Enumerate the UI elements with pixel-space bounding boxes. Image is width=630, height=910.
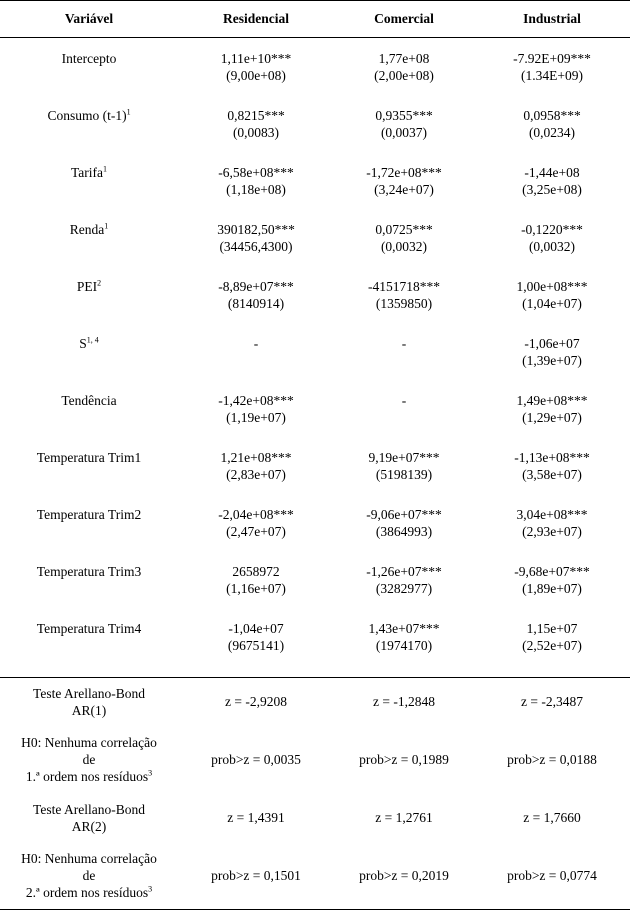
coefficient-value: -1,04e+07 <box>228 621 284 636</box>
row-label <box>0 164 178 221</box>
variable-name: Temperatura Trim1 <box>36 450 142 465</box>
coefficient-value: 1,11e+10*** <box>220 51 292 66</box>
coefficient-value: 9,19e+07*** <box>368 450 440 465</box>
coefficient-cell <box>474 449 630 506</box>
variable-name: Temperatura Trim3 <box>36 564 142 579</box>
coefficient-cell <box>178 221 334 278</box>
coefficient-value: -2,04e+08*** <box>218 507 294 522</box>
variable-name: Tarifa <box>70 165 104 180</box>
standard-error: (2,83e+07) <box>226 467 286 482</box>
table-row <box>0 164 630 221</box>
test-label-text: AR(2) <box>71 818 107 834</box>
test-row <box>0 726 630 794</box>
coefficient-cell <box>178 620 334 678</box>
standard-error: (8140914) <box>227 296 285 311</box>
standard-error: (3,58e+07) <box>522 467 582 482</box>
row-label <box>0 506 178 563</box>
coefficient-value: 2658972 <box>232 564 280 579</box>
coefficient-cell <box>334 38 474 108</box>
table-row <box>0 620 630 678</box>
test-label-text: H0: Nenhuma correlação <box>21 850 157 866</box>
footnote-marker: 3 <box>148 768 153 778</box>
coefficient-cell <box>334 107 474 164</box>
coefficient-cell <box>334 335 474 392</box>
standard-error: (0,0032) <box>528 239 576 254</box>
coefficient-value: -9,06e+07*** <box>366 507 442 522</box>
row-label <box>0 620 178 678</box>
coefficient-cell <box>178 335 334 392</box>
standard-error: (3864993) <box>375 524 433 539</box>
coefficient-cell <box>474 278 630 335</box>
table-row <box>0 392 630 449</box>
coefficient-value: -6,58e+08*** <box>218 165 294 180</box>
footnote-marker: 3 <box>148 884 153 894</box>
coefficient-cell <box>334 278 474 335</box>
test-row <box>0 678 630 726</box>
test-label <box>0 726 178 794</box>
test-label-text: de <box>82 867 96 883</box>
table-row <box>0 278 630 335</box>
test-value: z = -1,2848 <box>334 678 474 726</box>
coefficient-cell <box>178 38 334 108</box>
variable-name: Renda <box>69 222 105 237</box>
table-row <box>0 335 630 392</box>
test-value: prob>z = 0,0035 <box>211 752 301 767</box>
test-value: prob>z = 0,0188 <box>507 752 597 767</box>
coefficient-value: -8,89e+07*** <box>218 279 294 294</box>
coefficient-value: 1,21e+08*** <box>220 450 292 465</box>
standard-error: (1974170) <box>375 638 433 653</box>
header-comercial: Comercial <box>334 1 474 38</box>
coefficient-value: - <box>401 336 407 351</box>
test-label-line <box>0 734 178 751</box>
test-value: prob>z = 0,1501 <box>178 842 334 910</box>
coefficient-value: 0,0958*** <box>523 108 581 123</box>
coefficient-value: -1,06e+07 <box>524 336 580 351</box>
test-row <box>0 842 630 910</box>
test-label-text: Teste Arellano-Bond <box>33 685 145 701</box>
standard-error: (2,93e+07) <box>522 524 582 539</box>
coefficient-value: 1,15e+07 <box>526 621 578 636</box>
footnote-marker: 1 <box>103 164 108 174</box>
coefficient-value: 3,04e+08*** <box>516 507 588 522</box>
variable-name: Intercepto <box>61 51 117 66</box>
test-value: prob>z = 0,0774 <box>474 842 630 910</box>
variable-name: Temperatura Trim4 <box>36 621 142 636</box>
coefficient-cell <box>334 563 474 620</box>
standard-error: (1,89e+07) <box>522 581 582 596</box>
coefficient-cell <box>474 620 630 678</box>
row-label <box>0 107 178 164</box>
coefficient-cell <box>334 392 474 449</box>
test-label-line <box>0 818 178 835</box>
standard-error: (0,0234) <box>528 125 576 140</box>
coefficient-value: - <box>253 336 259 351</box>
coefficient-value: 1,43e+07*** <box>368 621 440 636</box>
coefficient-cell <box>178 107 334 164</box>
coefficient-value: -4151718*** <box>368 279 440 294</box>
test-label-line <box>0 768 178 785</box>
standard-error: (3282977) <box>375 581 433 596</box>
standard-error: (1359850) <box>375 296 433 311</box>
table-row <box>0 563 630 620</box>
test-label-line <box>0 884 178 901</box>
coefficient-cell <box>474 563 630 620</box>
variable-name: Temperatura Trim2 <box>36 507 142 522</box>
coefficient-value: -9,68e+07*** <box>514 564 590 579</box>
coefficient-value: 390182,50*** <box>217 222 295 237</box>
standard-error: (2,00e+08) <box>374 68 434 83</box>
test-row <box>0 794 630 842</box>
test-label <box>0 678 178 726</box>
standard-error: (9,00e+08) <box>226 68 286 83</box>
variable-name: PEI <box>76 279 98 294</box>
footnote-marker: 1, 4 <box>86 335 99 345</box>
row-label <box>0 221 178 278</box>
table-row <box>0 38 630 108</box>
standard-error: (1,04e+07) <box>522 296 582 311</box>
standard-error: (1,19e+07) <box>226 410 286 425</box>
coefficient-cell <box>334 164 474 221</box>
test-label-line <box>0 702 178 719</box>
test-label-text: de <box>82 752 96 767</box>
coefficient-cell <box>178 449 334 506</box>
coefficient-cell <box>178 164 334 221</box>
coefficient-cell <box>178 563 334 620</box>
standard-error: (0,0037) <box>380 125 428 140</box>
coefficient-value: 0,0725*** <box>375 222 433 237</box>
coefficient-value: - <box>401 393 407 408</box>
coefficient-cell <box>178 392 334 449</box>
standard-error: (0,0083) <box>232 125 280 140</box>
coefficient-value: -7.92E+09*** <box>513 51 591 66</box>
row-label <box>0 449 178 506</box>
test-label-line <box>0 801 178 818</box>
variable-name: S <box>79 336 87 351</box>
header-residencial: Residencial <box>178 1 334 38</box>
coefficient-cell <box>334 449 474 506</box>
row-label <box>0 38 178 108</box>
coefficient-cell <box>474 164 630 221</box>
footnote-marker: 2 <box>97 278 102 288</box>
coefficient-value: 1,77e+08 <box>378 51 430 66</box>
coefficient-cell <box>178 278 334 335</box>
test-value: z = -2,9208 <box>178 678 334 726</box>
coefficient-cell <box>334 221 474 278</box>
test-label-text: H0: Nenhuma correlação <box>21 735 157 750</box>
standard-error: (1,16e+07) <box>226 581 286 596</box>
test-label <box>0 794 178 842</box>
coefficient-value: -1,26e+07*** <box>366 564 442 579</box>
table-row <box>0 221 630 278</box>
row-label <box>0 392 178 449</box>
standard-error: (1,18e+08) <box>226 182 286 197</box>
coefficient-cell <box>334 620 474 678</box>
coefficient-cell <box>474 506 630 563</box>
footnote-marker: 1 <box>104 221 109 231</box>
header-variavel: Variável <box>0 1 178 38</box>
coefficient-value: -1,44e+08 <box>524 165 580 180</box>
footnote-marker: 1 <box>126 107 131 117</box>
coefficient-cell <box>474 107 630 164</box>
table-row <box>0 107 630 164</box>
coefficient-cell <box>474 38 630 108</box>
test-value: z = 1,4391 <box>227 810 285 825</box>
coefficient-value: -1,13e+08*** <box>514 450 590 465</box>
standard-error: (9675141) <box>227 638 285 653</box>
table-row <box>0 506 630 563</box>
row-label <box>0 335 178 392</box>
standard-error: (2,47e+07) <box>226 524 286 539</box>
test-value: z = 1,2761 <box>375 810 433 825</box>
test-label-line <box>0 867 178 884</box>
test-label-line <box>0 685 178 702</box>
variable-name: Consumo (t-1) <box>47 108 127 123</box>
coefficient-value: 0,9355*** <box>375 108 433 123</box>
row-label <box>0 563 178 620</box>
coefficient-cell <box>474 335 630 392</box>
coefficient-value: -1,42e+08*** <box>218 393 294 408</box>
test-label-text: AR(1) <box>71 702 107 718</box>
standard-error: (3,25e+08) <box>522 182 582 197</box>
test-label-text: Teste Arellano-Bond <box>33 801 145 817</box>
standard-error: (34456,4300) <box>219 239 293 254</box>
standard-error: (0,0032) <box>380 239 428 254</box>
header-industrial: Industrial <box>474 1 630 38</box>
coefficient-value: 1,49e+08*** <box>516 393 588 408</box>
test-label <box>0 842 178 910</box>
test-value: z = 1,7660 <box>523 810 581 825</box>
row-label <box>0 278 178 335</box>
coefficient-value: -1,72e+08*** <box>366 165 442 180</box>
test-value: z = -2,3487 <box>474 678 630 726</box>
test-label-text: 2.ª ordem nos resíduos <box>25 884 149 900</box>
coefficient-cell <box>474 221 630 278</box>
test-label-line <box>0 751 178 768</box>
coefficient-cell <box>334 506 474 563</box>
standard-error: (1,39e+07) <box>522 353 582 368</box>
standard-error: (1,29e+07) <box>522 410 582 425</box>
test-value: prob>z = 0,1989 <box>359 752 449 767</box>
coefficient-value: 0,8215*** <box>227 108 285 123</box>
table-row <box>0 449 630 506</box>
coefficient-value: 1,00e+08*** <box>516 279 588 294</box>
standard-error: (3,24e+07) <box>374 182 434 197</box>
coefficient-cell <box>474 392 630 449</box>
test-value: prob>z = 0,2019 <box>334 842 474 910</box>
header-row <box>0 1 630 38</box>
coefficient-cell <box>178 506 334 563</box>
standard-error: (2,52e+07) <box>522 638 582 653</box>
test-label-line <box>0 850 178 867</box>
variable-name: Tendência <box>61 393 117 408</box>
coefficient-value: -0,1220*** <box>521 222 583 237</box>
standard-error: (1.34E+09) <box>521 68 583 83</box>
standard-error: (5198139) <box>375 467 433 482</box>
test-label-text: 1.ª ordem nos resíduos <box>25 769 149 784</box>
